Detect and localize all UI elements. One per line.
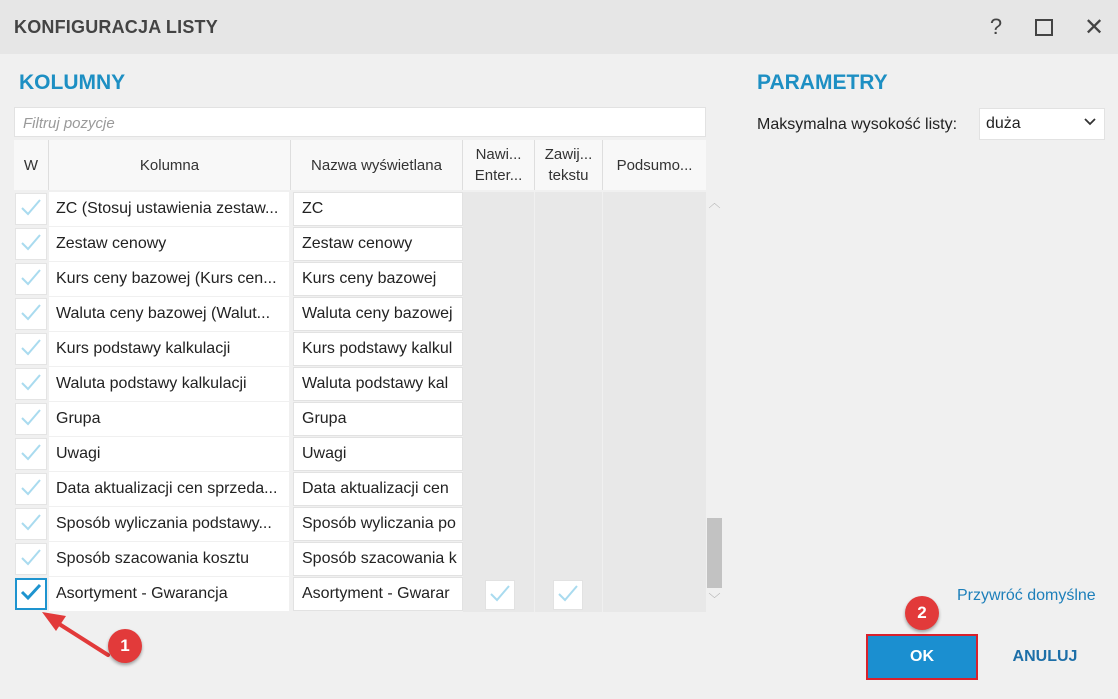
summary-cell — [603, 227, 706, 262]
display-name-input[interactable]: Sposób wyliczania po — [293, 507, 463, 541]
visible-checkbox-cell — [14, 577, 48, 611]
summary-cell — [603, 402, 706, 437]
checkmark-icon — [557, 584, 579, 607]
display-name-input[interactable]: Waluta ceny bazowej — [293, 297, 463, 331]
table-row[interactable] — [14, 402, 706, 437]
table-row[interactable] — [14, 507, 706, 542]
chevron-down-icon — [1084, 114, 1096, 130]
header-zawijanie-tekstu[interactable]: Zawij... tekstu — [535, 140, 603, 190]
display-name-input[interactable]: Kurs ceny bazowej — [293, 262, 463, 296]
wrap-text-cell — [535, 367, 602, 402]
enter-nav-cell — [463, 262, 534, 297]
enter-nav-cell — [463, 227, 534, 262]
summary-cell — [603, 297, 706, 332]
header-podsumowanie[interactable]: Podsumo... — [616, 156, 693, 174]
filter-input[interactable]: Filtruj pozycje — [14, 107, 706, 137]
wrap-text-cell — [535, 507, 602, 542]
visible-checkbox-cell — [14, 437, 48, 471]
display-name-input[interactable]: Uwagi — [293, 437, 463, 471]
scroll-down-icon[interactable]: ﹀ — [708, 592, 721, 606]
wrap-text-cell — [535, 332, 602, 367]
header-kolumna[interactable]: Kolumna — [49, 140, 291, 190]
column-name: Waluta podstawy kalkulacji — [49, 367, 289, 401]
enter-nav-cell — [463, 332, 534, 367]
column-name: Asortyment - Gwarancja — [49, 577, 289, 611]
enter-nav-checkbox[interactable] — [485, 580, 515, 610]
header-nawigacja-enter[interactable]: Nawi... Enter... — [463, 140, 535, 190]
visible-checkbox-cell — [14, 262, 48, 296]
grid-scrollbar[interactable] — [706, 190, 723, 612]
max-height-select[interactable] — [979, 108, 1105, 140]
visible-checkbox-cell — [14, 402, 48, 436]
checkmark-icon — [20, 233, 42, 256]
summary-cell — [603, 542, 706, 577]
summary-cell — [603, 472, 706, 507]
summary-cell — [603, 437, 706, 472]
wrap-text-cell — [535, 297, 602, 332]
column-name: Waluta ceny bazowej (Walut... — [49, 297, 289, 331]
checkmark-icon — [20, 443, 42, 466]
checkmark-icon — [20, 548, 42, 571]
visible-checkbox-cell — [14, 227, 48, 261]
summary-cell — [603, 262, 706, 297]
summary-cell — [603, 367, 706, 402]
ok-button[interactable]: OK — [866, 634, 978, 680]
maximize-icon[interactable] — [1029, 12, 1059, 42]
scroll-up-icon[interactable]: ︿ — [708, 196, 721, 210]
summary-cell — [603, 507, 706, 542]
column-name: Data aktualizacji cen sprzeda... — [49, 472, 289, 506]
header-w[interactable]: W — [14, 140, 49, 190]
visible-checkbox[interactable] — [15, 368, 47, 400]
summary-cell — [603, 192, 706, 227]
wrap-text-cell — [535, 472, 602, 507]
close-icon[interactable]: ✕ — [1083, 13, 1105, 41]
column-name: ZC (Stosuj ustawienia zestaw... — [49, 192, 289, 226]
table-row[interactable] — [14, 577, 706, 612]
table-row[interactable] — [14, 192, 706, 227]
column-name: Sposób wyliczania podstawy... — [49, 507, 289, 541]
visible-checkbox-cell — [14, 367, 48, 401]
visible-checkbox[interactable] — [15, 543, 47, 575]
column-name: Zestaw cenowy — [49, 227, 289, 261]
visible-checkbox[interactable] — [15, 333, 47, 365]
checkmark-icon — [20, 198, 42, 221]
checkmark-icon — [20, 513, 42, 536]
wrap-text-checkbox[interactable] — [553, 580, 583, 610]
columns-grid — [14, 140, 706, 612]
maximize-square — [1035, 19, 1053, 36]
max-height-value: duża — [986, 115, 1021, 132]
display-name-input[interactable]: Data aktualizacji cen — [293, 472, 463, 506]
table-row[interactable] — [14, 542, 706, 577]
display-name-input[interactable]: ZC — [293, 192, 463, 226]
wrap-text-cell — [535, 402, 602, 437]
max-height-label: Maksymalna wysokość listy: — [757, 116, 958, 133]
visible-checkbox-cell — [14, 507, 48, 541]
display-name-input[interactable]: Sposób szacowania k — [293, 542, 463, 576]
table-row[interactable] — [14, 437, 706, 472]
enter-nav-cell — [463, 472, 534, 507]
enter-nav-cell — [463, 507, 534, 542]
header-nazwa-wyswietlana[interactable]: Nazwa wyświetlana — [291, 140, 463, 190]
column-name: Sposób szacowania kosztu — [49, 542, 289, 576]
visible-checkbox[interactable] — [15, 438, 47, 470]
window-title: KONFIGURACJA LISTY — [14, 17, 218, 37]
title-bar — [0, 0, 1118, 54]
cancel-button[interactable]: ANULUJ — [1012, 648, 1078, 665]
summary-cell — [603, 332, 706, 367]
display-name-input[interactable]: Waluta podstawy kal — [293, 367, 463, 401]
enter-nav-cell — [463, 297, 534, 332]
checkmark-icon — [20, 268, 42, 291]
display-name-input[interactable]: Grupa — [293, 402, 463, 436]
visible-checkbox-cell — [14, 542, 48, 576]
visible-checkbox-cell — [14, 192, 48, 226]
visible-checkbox-cell — [14, 472, 48, 506]
checkmark-icon — [20, 303, 42, 326]
table-row[interactable] — [14, 472, 706, 507]
wrap-text-cell — [535, 192, 602, 227]
visible-checkbox[interactable] — [15, 578, 47, 610]
table-row[interactable] — [14, 367, 706, 402]
annotation-badge-2: 2 — [905, 596, 939, 630]
enter-nav-cell — [463, 542, 534, 577]
table-row[interactable] — [14, 332, 706, 367]
wrap-text-cell — [535, 542, 602, 577]
parameters-section-title: PARAMETRY — [757, 71, 888, 94]
table-row[interactable] — [14, 227, 706, 262]
visible-checkbox[interactable] — [15, 403, 47, 435]
wrap-text-cell — [535, 262, 602, 297]
visible-checkbox[interactable] — [15, 473, 47, 505]
wrap-text-cell — [535, 227, 602, 262]
visible-checkbox[interactable] — [15, 508, 47, 540]
visible-checkbox[interactable] — [15, 193, 47, 225]
display-name-input[interactable]: Zestaw cenowy — [293, 227, 463, 261]
help-icon[interactable]: ? — [989, 14, 1003, 39]
enter-nav-cell — [463, 367, 534, 402]
summary-cell — [603, 577, 706, 612]
checkmark-icon — [489, 584, 511, 607]
display-name-input[interactable]: Kurs podstawy kalkul — [293, 332, 463, 366]
enter-nav-cell — [463, 402, 534, 437]
visible-checkbox[interactable] — [15, 298, 47, 330]
enter-nav-cell — [463, 192, 534, 227]
checkmark-icon — [20, 583, 42, 606]
wrap-text-cell — [535, 437, 602, 472]
column-name: Kurs ceny bazowej (Kurs cen... — [49, 262, 289, 296]
restore-defaults-link[interactable]: Przywróć domyślne — [957, 587, 1096, 604]
table-row[interactable] — [14, 262, 706, 297]
checkmark-icon — [20, 408, 42, 431]
grid-header — [14, 140, 706, 190]
checkmark-icon — [20, 338, 42, 361]
scrollbar-thumb[interactable] — [707, 518, 722, 588]
visible-checkbox[interactable] — [15, 228, 47, 260]
visible-checkbox-cell — [14, 297, 48, 331]
columns-section-title: KOLUMNY — [19, 71, 126, 94]
visible-checkbox-cell — [14, 332, 48, 366]
column-name: Uwagi — [49, 437, 289, 471]
annotation-badge-1: 1 — [108, 629, 142, 663]
column-name: Grupa — [49, 402, 289, 436]
checkmark-icon — [20, 478, 42, 501]
visible-checkbox[interactable] — [15, 263, 47, 295]
column-name: Kurs podstawy kalkulacji — [49, 332, 289, 366]
checkmark-icon — [20, 373, 42, 396]
enter-nav-cell — [463, 437, 534, 472]
display-name-input[interactable]: Asortyment - Gwarar — [293, 577, 463, 611]
table-row[interactable] — [14, 297, 706, 332]
